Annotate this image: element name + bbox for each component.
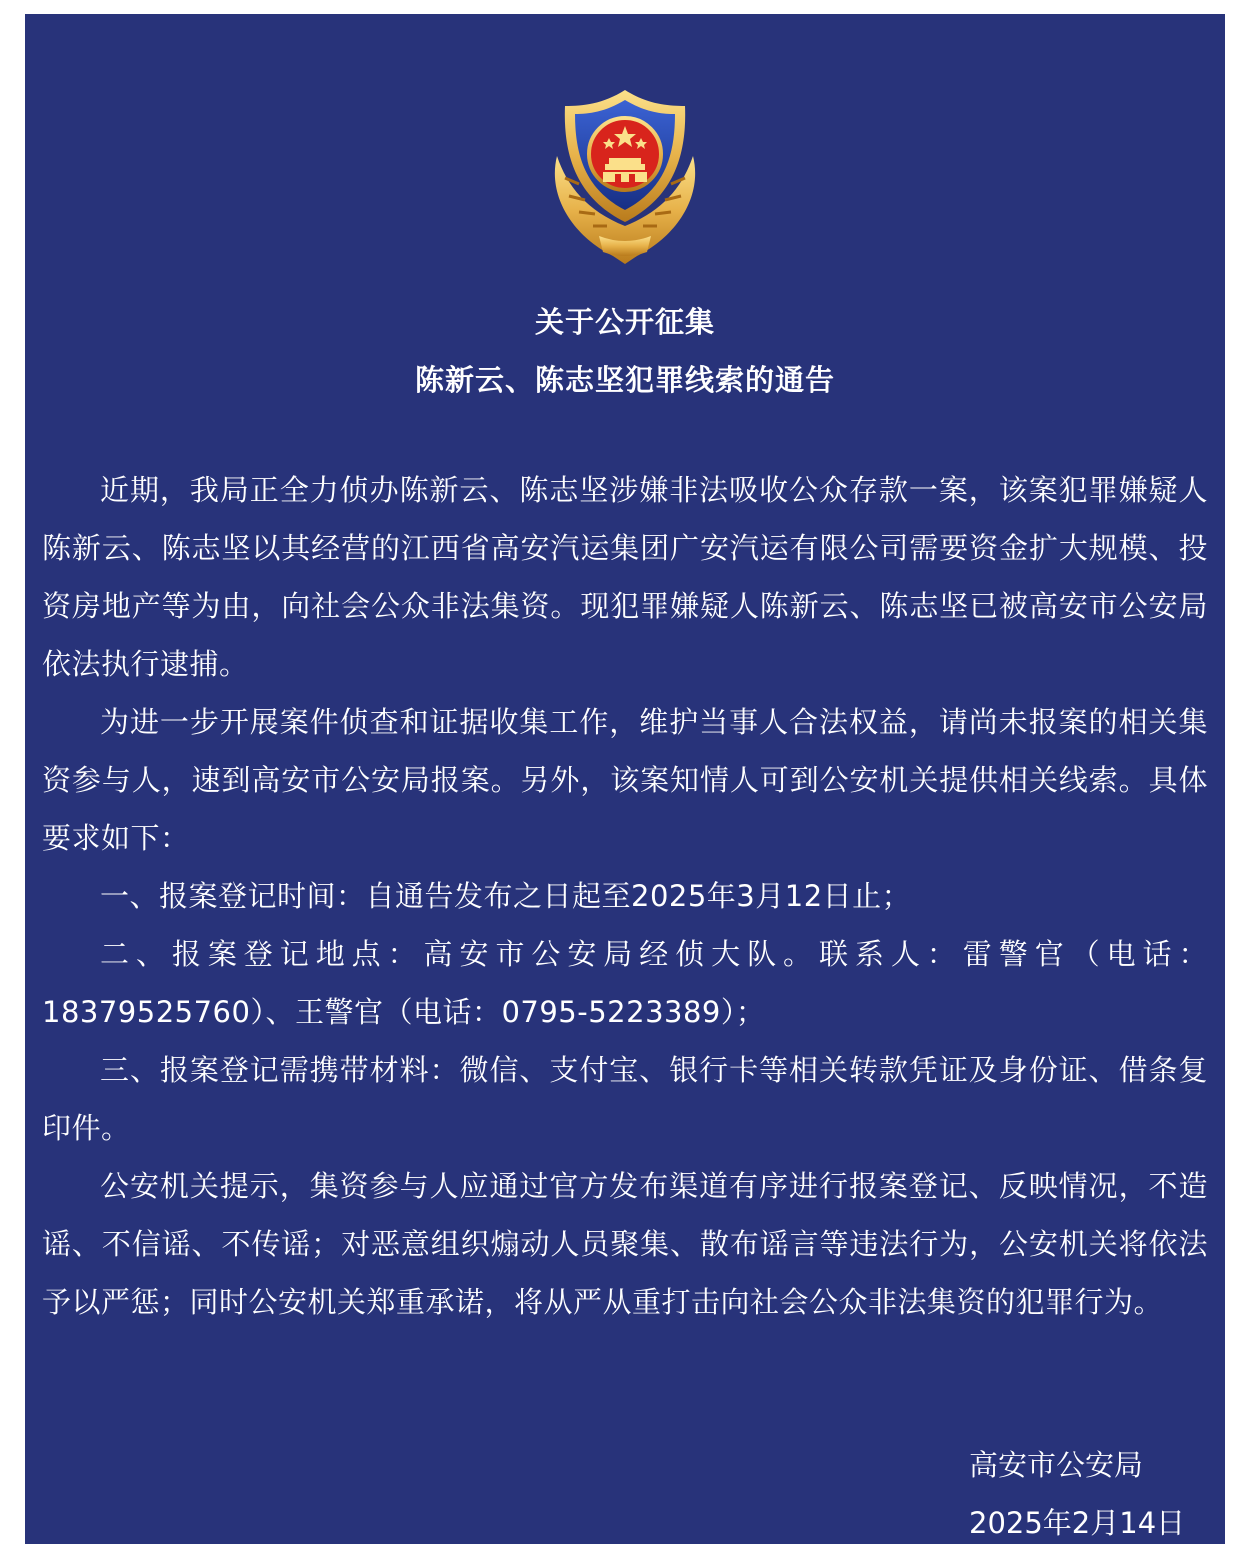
paragraph-case-summary: 近期，我局正全力侦办陈新云、陈志坚涉嫌非法吸收公众存款一案，该案犯罪嫌疑人陈新云、陈志坚以其经营的江西省高安汽运集团广安汽运有限公司需要资金扩大规模、投资房地产等为由，向社会公众非法集资。现犯罪嫌疑人陈新云、陈志坚已被高安市公安局依法执行逮捕。 [42,473,1208,681]
paragraph-police-reminder: 公安机关提示，集资参与人应通过官方发布渠道有序进行报案登记、反映情况，不造谣、不信谣、不传谣；对恶意组织煽动人员聚集、散布谣言等违法行为，公安机关将依法予以严惩；同时公安机关郑重承诺，将从严从重打击向社会公众非法集资的犯罪行为。 [42,1169,1208,1319]
signature-block [969,1436,1185,1552]
paragraph-required-materials: 三、报案登记需携带材料：微信、支付宝、银行卡等相关转款凭证及身份证、借条复印件。 [42,1053,1208,1145]
paragraph-registration-location: 二、报案登记地点：高安市公安局经侦大队。联系人：雷警官（电话：18379525760）、王警官（电话：0795-5223389）； [42,937,1208,1029]
notice-body [42,461,1208,1331]
paragraph-call-for-reports: 为进一步开展案件侦查和证据收集工作，维护当事人合法权益，请尚未报案的相关集资参与人，速到高安市公安局报案。另外，该案知情人可到公安机关提供相关线索。具体要求如下： [42,705,1208,855]
signature-org: 高安市公安局 [969,1448,1144,1482]
police-emblem-icon [543,86,707,268]
signature-date: 2025年2月14日 [969,1506,1186,1540]
notice-title-line2: 陈新云、陈志坚犯罪线索的通告 [414,363,835,397]
notice-title-line1: 关于公开征集 [534,305,715,339]
notice-panel [25,14,1225,1544]
paragraph-registration-time: 一、报案登记时间：自通告发布之日起至2025年3月12日止； [100,879,912,913]
